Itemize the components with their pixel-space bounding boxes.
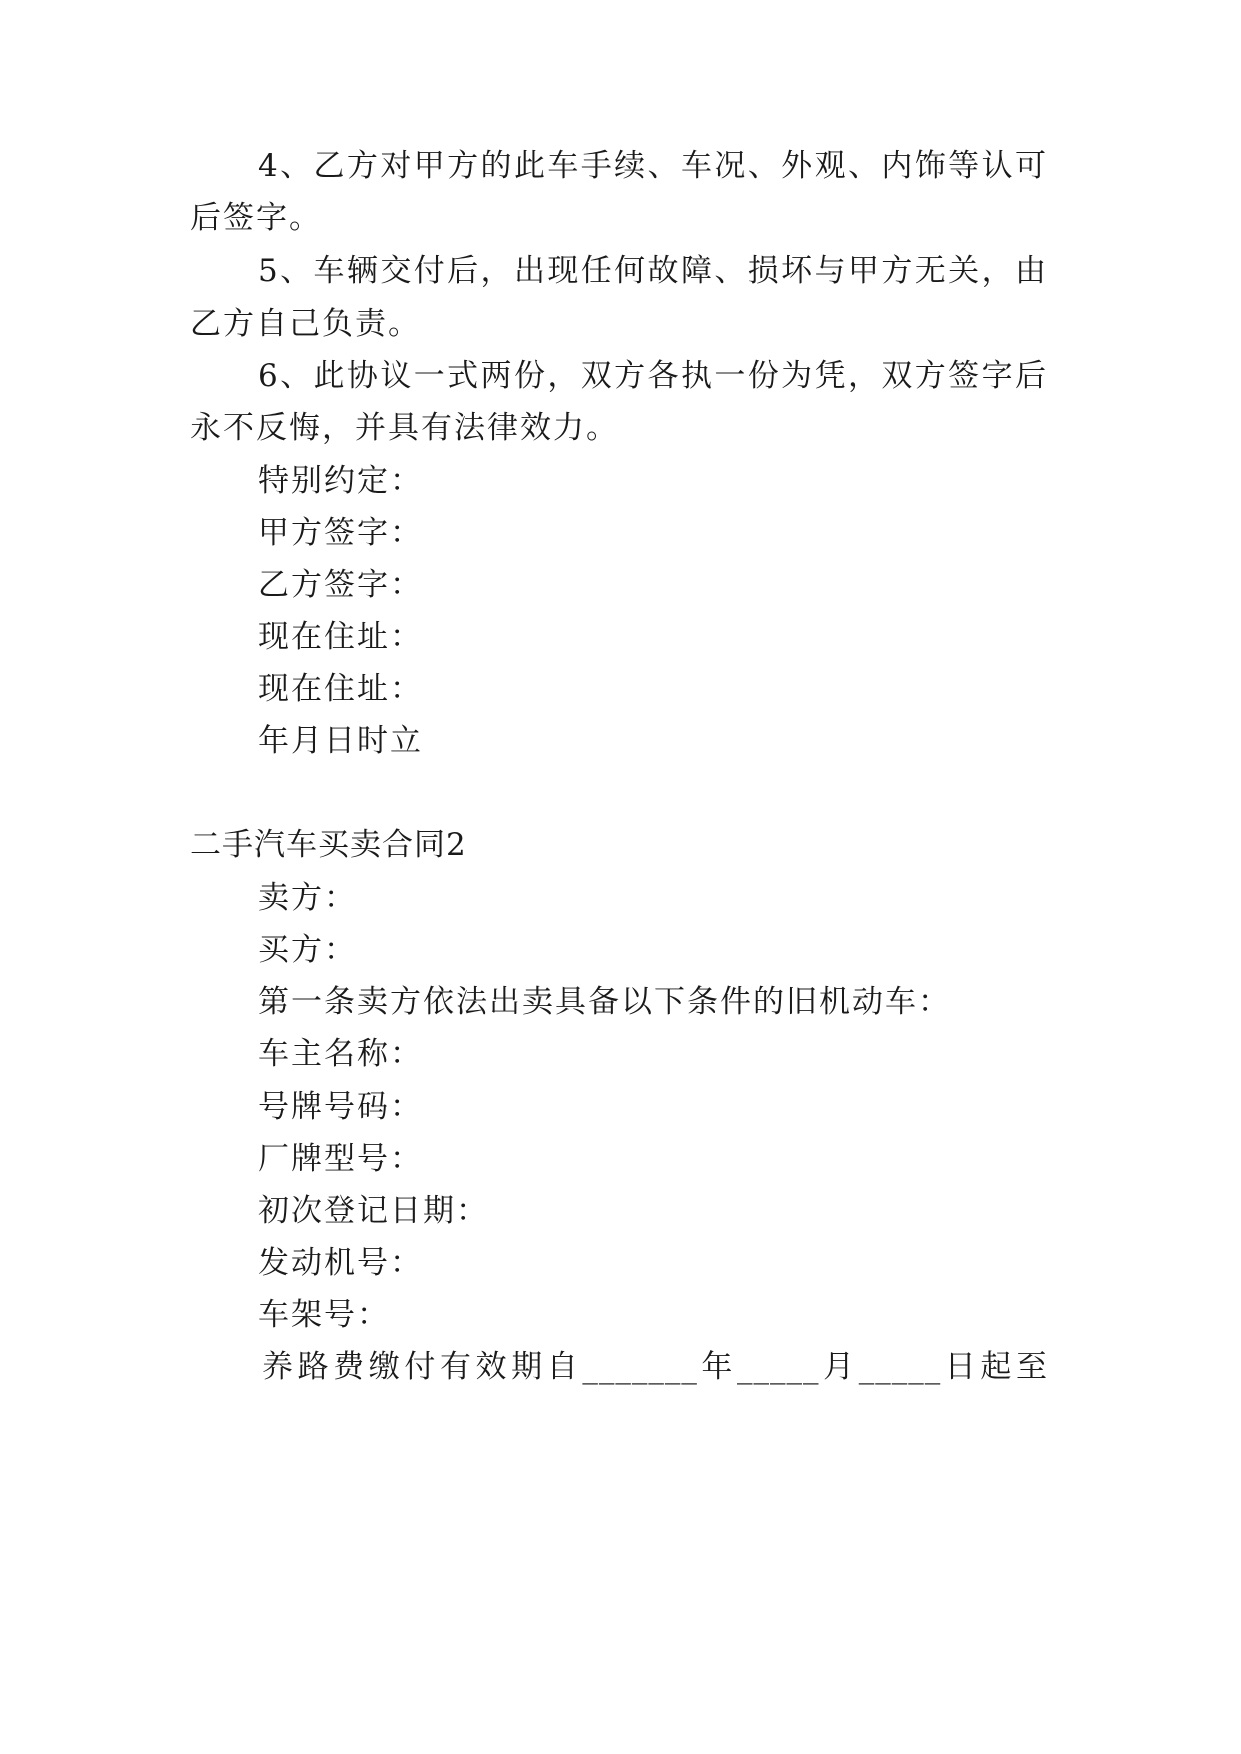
party-b-signature-label: 乙方签字：: [258, 567, 423, 603]
chassis-number-label: 车架号：: [258, 1297, 390, 1333]
clause-4-line-2: 后签字。: [190, 200, 322, 236]
engine-number-label: 发动机号：: [258, 1245, 423, 1281]
clause-5-line-2: 乙方自己负责。: [190, 306, 421, 342]
contract-2-title: 二手汽车买卖合同2: [190, 827, 467, 863]
owner-name-label: 车主名称：: [258, 1036, 423, 1072]
current-address-label-1: 现在住址：: [258, 619, 423, 655]
seller-label: 卖方：: [258, 880, 357, 916]
special-terms-label: 特别约定：: [258, 463, 423, 499]
article-1-text: 第一条卖方依法出卖具备以下条件的旧机动车：: [258, 984, 951, 1020]
buyer-label: 买方：: [258, 932, 357, 968]
first-registration-date-label: 初次登记日期：: [258, 1193, 489, 1229]
clause-6-line-1: 6、此协议一式两份，双方各执一份为凭，双方签字后: [258, 358, 1048, 394]
road-fee-validity-line: 养路费缴付有效期自_______年_____月_____日起至: [262, 1349, 1048, 1385]
clause-4-line-1: 4、乙方对甲方的此车手续、车况、外观、内饰等认可: [258, 148, 1048, 184]
date-established-label: 年月日时立: [258, 723, 423, 759]
party-a-signature-label: 甲方签字：: [258, 515, 423, 551]
clause-6-line-2: 永不反悔，并具有法律效力。: [190, 410, 619, 446]
clause-5-line-1: 5、车辆交付后，出现任何故障、损坏与甲方无关，由: [258, 253, 1048, 289]
plate-number-label: 号牌号码：: [258, 1089, 423, 1125]
brand-model-label: 厂牌型号：: [258, 1141, 423, 1177]
current-address-label-2: 现在住址：: [258, 671, 423, 707]
